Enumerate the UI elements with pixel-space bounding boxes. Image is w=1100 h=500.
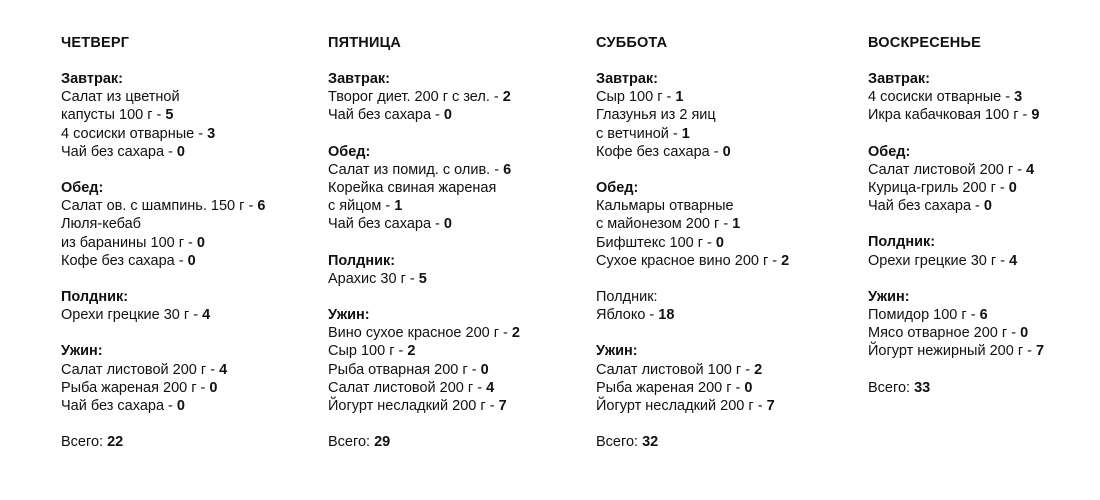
meal-item <box>328 397 578 415</box>
meal-title: Обед: <box>328 143 371 160</box>
meal-item <box>868 342 1100 360</box>
day-total-label: Всего: <box>868 379 915 396</box>
meal-item-points: 0 <box>722 143 731 160</box>
day-total <box>868 379 1100 397</box>
meal-block <box>868 288 1100 361</box>
meal-item-points: 0 <box>176 143 185 160</box>
meal-item-text: капусты 100 г - <box>61 107 166 124</box>
meal-block <box>596 288 846 324</box>
meal-item-text: Салат листовой 100 г - <box>596 361 755 378</box>
meal-title: Обед: <box>596 180 639 197</box>
day-column-saturday <box>596 34 846 451</box>
meal-item <box>596 106 846 124</box>
meal-item <box>328 215 578 233</box>
meal-item <box>596 143 846 161</box>
meal-item-points: 2 <box>781 252 790 269</box>
meal-item-text: Мясо отварное 200 г - <box>868 325 1021 342</box>
meal-item <box>868 197 1100 215</box>
meal-block <box>61 342 311 415</box>
meal-item-points: 0 <box>715 234 724 251</box>
meal-item-points: 4 <box>1026 161 1035 178</box>
meal-item-points: 6 <box>257 198 266 215</box>
meal-block <box>596 179 846 270</box>
meal-item-text: Кофе без сахара - <box>596 143 723 160</box>
meal-item-points: 0 <box>1008 180 1017 197</box>
meal-item-points: 5 <box>418 270 427 287</box>
day-total-label: Всего: <box>328 434 375 451</box>
meal-item-points: 7 <box>1036 343 1045 360</box>
meal-item <box>596 306 846 324</box>
day-total-value: 32 <box>642 434 659 451</box>
meal-item-points: 4 <box>486 379 495 396</box>
meal-item-points: 1 <box>732 216 741 233</box>
meal-item-points: 2 <box>407 343 416 360</box>
meal-item-text: Творог диет. 200 г с зел. - <box>328 89 503 106</box>
meal-item-points: 3 <box>207 125 216 142</box>
meal-item-text: Салат листовой 200 г - <box>868 161 1027 178</box>
meal-item <box>61 106 311 124</box>
meal-block <box>61 288 311 324</box>
day-title: ВОСКРЕСЕНЬЕ <box>868 35 981 51</box>
meal-item-points: 1 <box>681 125 690 142</box>
meal-block <box>596 342 846 415</box>
meal-item-text: Сыр 100 г - <box>328 343 408 360</box>
meal-item <box>61 361 311 379</box>
meal-item <box>61 125 311 143</box>
meal-item <box>328 197 578 215</box>
meal-item-points: 0 <box>176 398 185 415</box>
meal-item <box>328 379 578 397</box>
meal-title: Завтрак: <box>596 71 658 87</box>
meal-item-points: 5 <box>165 107 174 124</box>
meal-item-text: Салат листовой 200 г - <box>328 379 487 396</box>
meal-item-points: 18 <box>658 307 675 324</box>
meal-item-points: 0 <box>443 216 452 233</box>
meal-block <box>596 70 846 161</box>
meal-item-text: Йогурт несладкий 200 г - <box>328 398 499 415</box>
meal-item <box>868 106 1100 124</box>
meal-item-text: Рыба жареная 200 г - <box>61 379 210 396</box>
meal-item <box>596 397 846 415</box>
meal-item-text: 4 сосиски отварные - <box>61 125 208 142</box>
meal-item <box>61 197 311 215</box>
meal-item-points: 0 <box>983 198 992 215</box>
meal-item-points: 0 <box>196 234 205 251</box>
meal-item-points: 1 <box>394 198 403 215</box>
meal-item <box>328 361 578 379</box>
meal-title: Полдник: <box>61 289 129 306</box>
meal-title: Ужин: <box>868 288 910 305</box>
meal-item-text: Чай без сахара - <box>328 107 444 124</box>
meal-item-text: Салат ов. с шампинь. 150 г - <box>61 198 258 215</box>
meal-item <box>596 361 846 379</box>
day-title: ПЯТНИЦА <box>328 35 402 51</box>
meal-item-text: Кофе без сахара - <box>61 252 188 269</box>
meal-item-text: Чай без сахара - <box>61 398 177 415</box>
day-total-value: 33 <box>914 379 931 396</box>
meal-title: Полдник: <box>596 289 658 306</box>
meal-item <box>596 215 846 233</box>
meal-item-text: Салат из помид. с олив. - <box>328 161 504 178</box>
meal-title: Ужин: <box>596 343 638 360</box>
meal-item-text: Люля-кебаб <box>61 216 141 233</box>
meal-item <box>328 342 578 360</box>
meal-item-text: Бифштекс 100 г - <box>596 234 716 251</box>
meal-item <box>596 88 846 106</box>
day-title: ЧЕТВЕРГ <box>61 35 130 51</box>
meal-title: Полдник: <box>328 252 396 269</box>
meal-item-points: 1 <box>675 89 684 106</box>
meal-block <box>328 143 578 234</box>
meal-item-points: 0 <box>744 379 753 396</box>
meal-item <box>328 324 578 342</box>
meal-title: Завтрак: <box>61 71 123 87</box>
meal-item-text: Рыба отварная 200 г - <box>328 361 481 378</box>
meal-item-text: Рыба жареная 200 г - <box>596 379 745 396</box>
meal-item <box>61 88 311 106</box>
meal-item-text: Чай без сахара - <box>61 143 177 160</box>
meal-block <box>868 233 1100 269</box>
meal-title: Завтрак: <box>868 71 930 87</box>
day-total <box>596 433 846 451</box>
meal-title: Завтрак: <box>328 71 390 87</box>
meal-item-points: 0 <box>443 107 452 124</box>
meal-item-text: Глазунья из 2 яиц <box>596 107 716 124</box>
meal-title: Обед: <box>868 143 911 160</box>
day-total-value: 29 <box>374 434 391 451</box>
day-total <box>328 433 578 451</box>
meal-item-points: 3 <box>1014 89 1023 106</box>
meal-block <box>61 70 311 161</box>
meal-item <box>596 252 846 270</box>
meal-item-points: 4 <box>202 307 211 324</box>
meal-item <box>868 179 1100 197</box>
meal-item <box>868 306 1100 324</box>
meal-block <box>328 306 578 415</box>
meal-item-text: Йогурт несладкий 200 г - <box>596 398 767 415</box>
meal-item <box>61 252 311 270</box>
meal-item <box>596 379 846 397</box>
meal-item-points: 4 <box>1009 252 1018 269</box>
meal-block <box>328 70 578 125</box>
meal-item-points: 7 <box>766 398 775 415</box>
day-column-friday <box>328 34 578 451</box>
meal-item <box>61 143 311 161</box>
meal-item-text: Йогурт нежирный 200 г - <box>868 343 1037 360</box>
meal-item-points: 0 <box>1020 325 1029 342</box>
meal-item-text: Яблоко - <box>596 307 659 324</box>
meal-item-points: 2 <box>502 89 511 106</box>
meal-item-points: 4 <box>219 361 228 378</box>
meal-item <box>596 234 846 252</box>
meal-title: Обед: <box>61 180 104 197</box>
meal-item-text: 4 сосиски отварные - <box>868 89 1015 106</box>
meal-item <box>61 215 311 233</box>
meal-item-text: Кальмары отварные <box>596 198 734 215</box>
meal-item-points: 6 <box>979 307 988 324</box>
meal-item-text: с майонезом 200 г - <box>596 216 733 233</box>
meal-item-points: 0 <box>480 361 489 378</box>
meal-item-points: 0 <box>209 379 218 396</box>
meal-item-text: Орехи грецкие 30 г - <box>868 252 1010 269</box>
day-column-sunday <box>868 34 1100 397</box>
meal-item-points: 6 <box>503 161 512 178</box>
meal-item-text: Чай без сахара - <box>868 198 984 215</box>
meal-block <box>868 70 1100 125</box>
meal-item-text: Салат листовой 200 г - <box>61 361 220 378</box>
meal-block <box>868 143 1100 216</box>
meal-item <box>868 252 1100 270</box>
meal-item-text: из баранины 100 г - <box>61 234 197 251</box>
meal-item-text: Орехи грецкие 30 г - <box>61 307 203 324</box>
meal-item <box>61 234 311 252</box>
day-title: СУББОТА <box>596 35 668 51</box>
meal-item-points: 0 <box>187 252 196 269</box>
day-total-label: Всего: <box>61 434 108 451</box>
meal-item-points: 7 <box>498 398 507 415</box>
meal-item-text: Вино сухое красное 200 г - <box>328 325 512 342</box>
meal-item-text: Чай без сахара - <box>328 216 444 233</box>
meal-item <box>328 88 578 106</box>
meal-item-text: с ветчиной - <box>596 125 682 142</box>
day-column-thursday <box>61 34 311 451</box>
meal-item <box>328 270 578 288</box>
meal-item <box>868 324 1100 342</box>
meal-item-text: Икра кабачковая 100 г - <box>868 107 1032 124</box>
meal-item <box>328 179 578 197</box>
meal-title: Полдник: <box>868 234 936 251</box>
meal-item-text: Сухое красное вино 200 г - <box>596 252 782 269</box>
meal-item <box>61 397 311 415</box>
meal-item-text: Арахис 30 г - <box>328 270 419 287</box>
meal-title: Ужин: <box>328 307 370 324</box>
meal-title: Ужин: <box>61 343 103 360</box>
meal-item <box>596 125 846 143</box>
meal-item-text: Курица-гриль 200 г - <box>868 180 1009 197</box>
meal-item <box>596 197 846 215</box>
day-total <box>61 433 311 451</box>
meal-block <box>328 252 578 288</box>
meal-item-text: Корейка свиная жареная <box>328 180 497 197</box>
day-total-value: 22 <box>107 434 124 451</box>
meal-item <box>61 306 311 324</box>
day-total-label: Всего: <box>596 434 643 451</box>
meal-item <box>868 161 1100 179</box>
meal-item <box>328 161 578 179</box>
meal-item-text: Салат из цветной <box>61 89 180 106</box>
meal-item <box>328 106 578 124</box>
meal-item-text: с яйцом - <box>328 198 395 215</box>
meal-item-text: Сыр 100 г - <box>596 89 676 106</box>
meal-item-points: 2 <box>754 361 763 378</box>
meal-item-text: Помидор 100 г - <box>868 307 980 324</box>
meal-item-points: 2 <box>511 325 520 342</box>
meal-item <box>61 379 311 397</box>
meal-block <box>61 179 311 270</box>
meal-item-points: 9 <box>1031 107 1040 124</box>
meal-item <box>868 88 1100 106</box>
